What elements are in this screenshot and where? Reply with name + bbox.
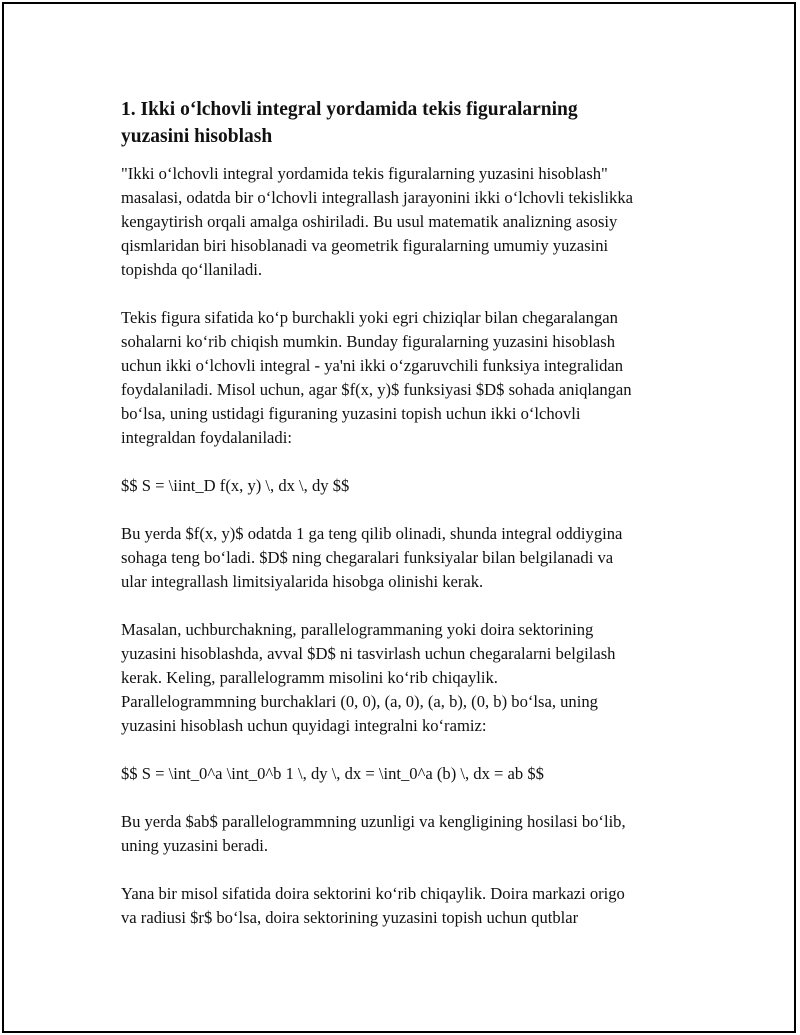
paragraph-explanation: Bu yerda $f(x, y)$ odatda 1 ga teng qilib olinadi, shunda integral oddiygina sohaga teng bo‘ladi. $D$ ning chegaralari funksiyalar bilan belgilanadi va ular integrallash limitsiyalarida hisobga olinishi kerak. (121, 524, 623, 591)
paragraph-ab-meaning: Bu yerda $ab$ parallelogrammning uzunligi va kengligining hosilasi bo‘lib, uning yuzasini beradi. (121, 812, 626, 855)
document-body (121, 96, 716, 954)
formula-double-integral: $$ S = \iint_D f(x, y) \, dx \, dy $$ (121, 476, 350, 495)
paragraph-flat-figures: Tekis figura sifatida ko‘p burchakli yoki egri chiziqlar bilan chegaralangan sohalarni ko‘rib chiqish mumkin. Bunday figuralarning yuzasini hisoblash uchun ikki o‘lchovli integral - ya'ni ikki o‘zgaruvchili funksiya integralidan foydalaniladi. Misol uchun, agar $f(x, y)$ funksiyasi $D$ sohada aniqlangan bo‘lsa, uning ustidagi figuraning yuzasini topish uchun ikki o‘lchovli integraldan foydalaniladi: (121, 308, 632, 447)
section-title: 1. Ikki o‘lchovli integral yordamida tekis figuralarning yuzasini hisoblash (121, 99, 578, 147)
paragraph-parallelogram: Masalan, uchburchakning, parallelogrammaning yoki doira sektorining yuzasini hisoblashda, avval $D$ ni tasvirlash uchun chegaralarni belgilash kerak. Keling, parallelogramm misolini ko‘rib chiqaylik. Parallelogrammning burchaklari (0, 0), (a, 0), (a, b), (0, b) bo‘lsa, uning yuzasini hisoblash uchun quyidagi integralni ko‘ramiz: (121, 620, 616, 735)
formula-parallelogram-area: $$ S = \int_0^a \int_0^b 1 \, dy \, dx = \int_0^a (b) \, dx = ab $$ (121, 764, 544, 783)
page-frame (2, 2, 796, 1033)
paragraph-circle-sector: Yana bir misol sifatida doira sektorini ko‘rib chiqaylik. Doira markazi origo va radiusi $r$ bo‘lsa, doira sektorining yuzasini topish uchun qutblar (121, 884, 625, 927)
paragraph-intro: "Ikki o‘lchovli integral yordamida tekis figuralarning yuzasini hisoblash" masalasi, odatda bir o‘lchovli integrallash jarayonini ikki o‘lchovli tekislikka kengaytirish orqali amalga oshiriladi. Bu usul matematik analizning asosiy qismlaridan biri hisoblanadi va geometrik figuralarning umumiy yuzasini topishda qo‘llaniladi. (121, 164, 633, 279)
